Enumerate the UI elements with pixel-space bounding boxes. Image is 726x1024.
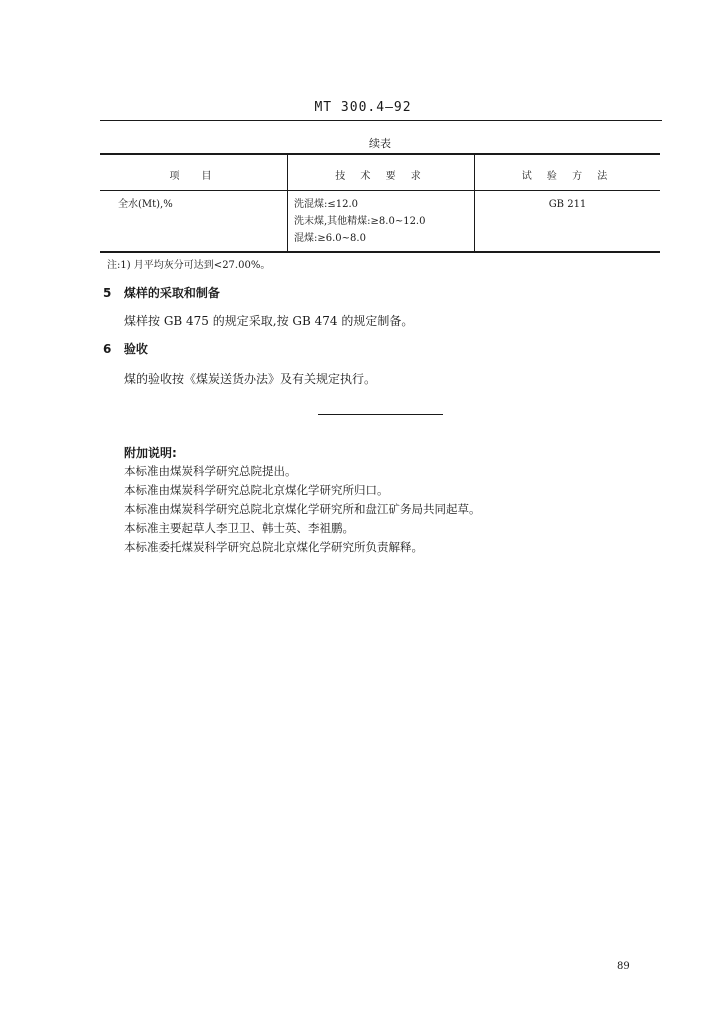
table-header-rule [100,190,660,191]
requirement-line: 洗末煤,其他精煤:≥8.0~12.0 [294,216,426,227]
section-6-body: 煤的验收按《煤炭送货办法》及有关规定执行。 [124,372,377,386]
section-number: 5 [103,286,112,300]
header-rule [100,120,662,121]
additional-notes-title: 附加说明: [124,446,177,460]
table-cell-item: 全水(Mt),% [118,199,173,210]
table-header-item: 项 目 [169,171,218,182]
section-5-heading [103,284,220,301]
table-top-rule [100,153,660,155]
additional-note-line: 本标准由煤炭科学研究总院北京煤化学研究所归口。 [124,483,389,497]
page-number: 89 [617,961,630,972]
table-caption: 续表 [369,137,391,150]
section-5-body: 煤样按 GB 475 的规定采取,按 GB 474 的规定制备。 [124,314,414,328]
table-header-requirements: 技 术 要 求 [335,171,427,182]
section-number: 6 [103,342,112,356]
end-separator [318,414,443,415]
table-cell-requirements [294,196,425,247]
additional-note-line: 本标准主要起草人李卫卫、韩士英、李祖鹏。 [124,521,354,535]
table-footnote: 注:1) 月平均灰分可达到<27.00%。 [107,260,271,271]
requirement-line: 混煤:≥6.0~8.0 [294,233,366,244]
table-cell-method: GB 211 [548,199,587,210]
additional-note-line: 本标准委托煤炭科学研究总院北京煤化学研究所负责解释。 [124,540,423,554]
additional-note-line: 本标准由煤炭科学研究总院北京煤化学研究所和盘江矿务局共同起草。 [124,502,481,516]
table-header-method: 试 验 方 法 [521,171,614,182]
section-6-heading [103,340,148,357]
document-code: MT 300.4—92 [314,100,412,115]
table-bottom-rule [100,251,660,253]
additional-note-line: 本标准由煤炭科学研究总院提出。 [124,464,297,478]
section-title: 验收 [123,342,148,356]
section-title: 煤样的采取和制备 [123,286,220,300]
requirement-line: 洗混煤:≤12.0 [294,199,359,210]
